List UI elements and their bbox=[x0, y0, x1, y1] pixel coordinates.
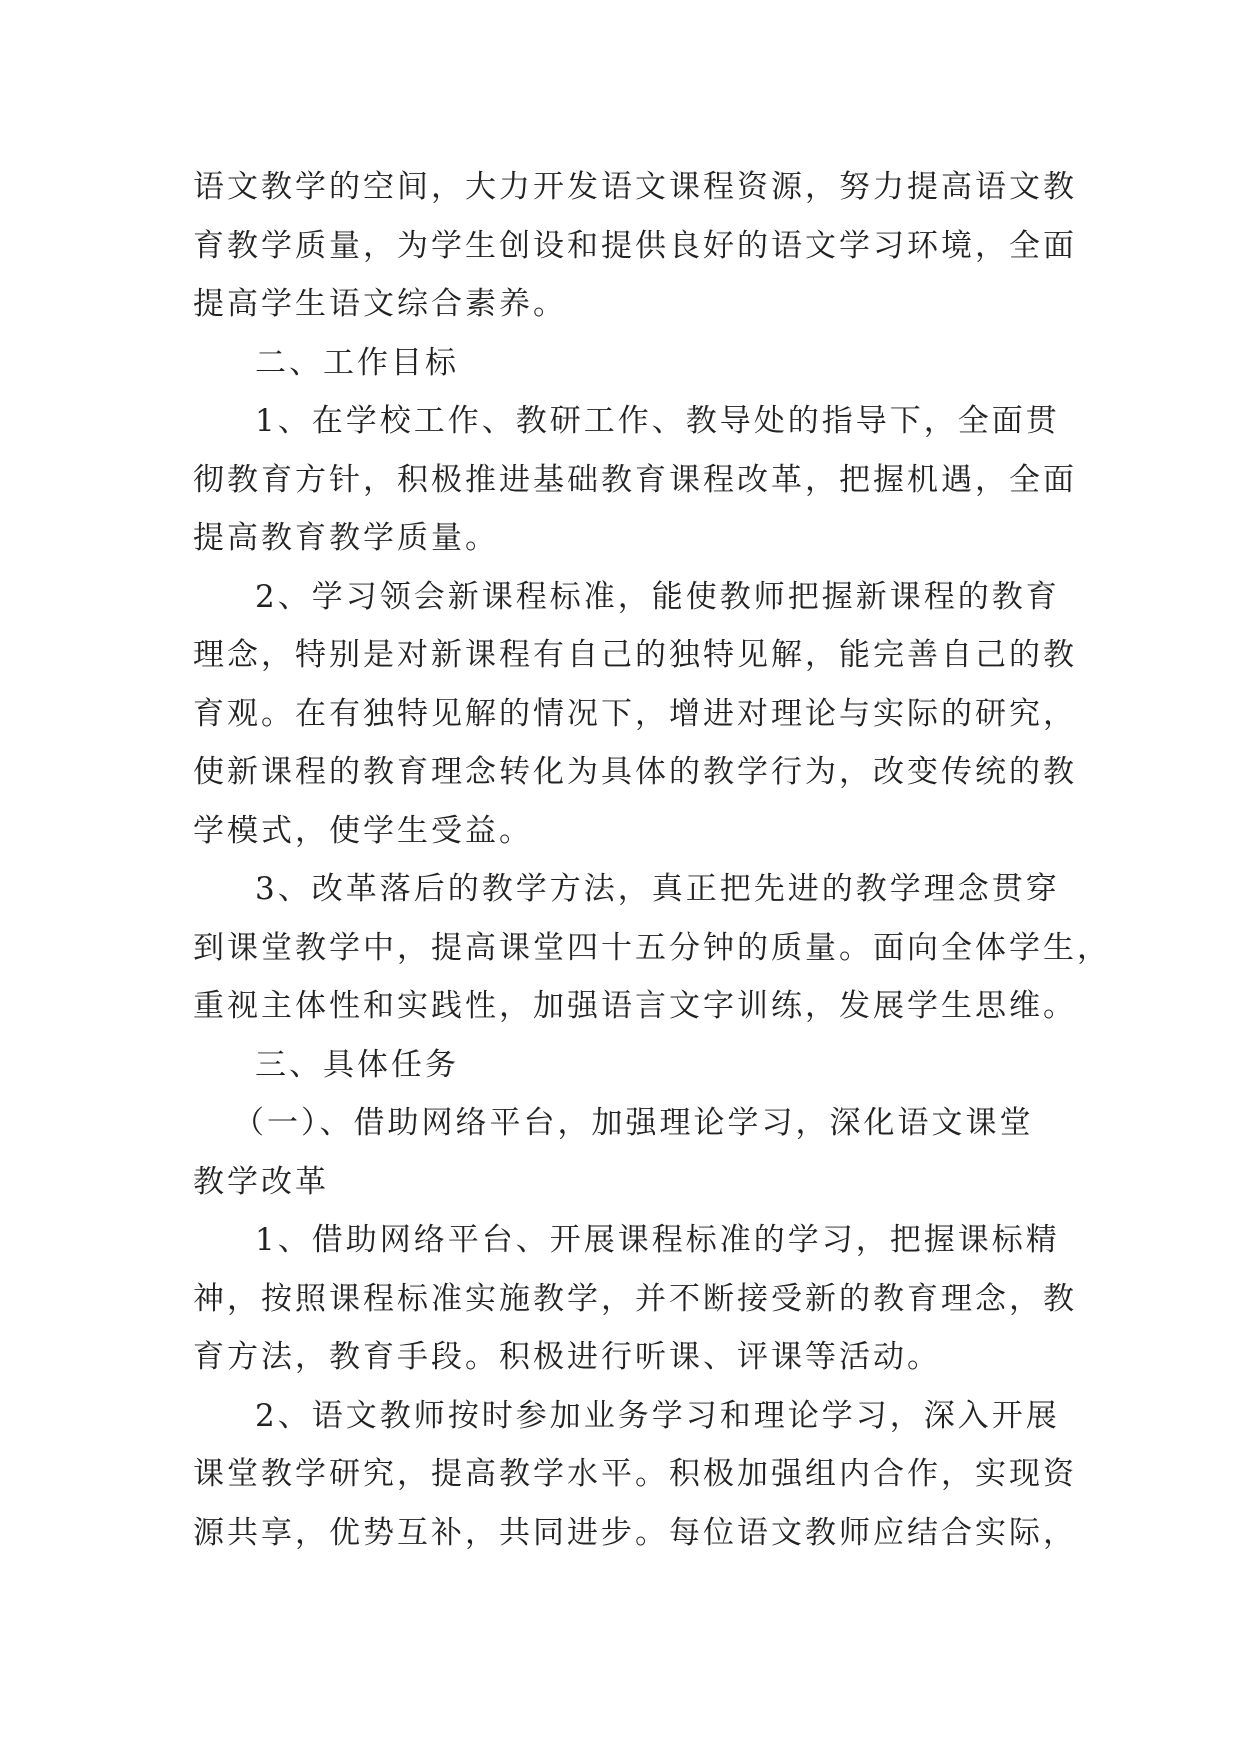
text-line: 提高学生语文综合素养。 bbox=[193, 286, 567, 322]
document-body bbox=[193, 158, 1111, 1562]
text-line: 教学改革 bbox=[193, 1163, 329, 1200]
section-heading: 三、具体任务 bbox=[255, 1046, 459, 1083]
text-line: 使新课程的教育理念转化为具体的教学行为，改变传统的教 bbox=[193, 754, 1077, 790]
subsection-heading: （一）、借助网络平台，加强理论学习，深化语文课堂 bbox=[233, 1105, 1034, 1141]
text-line: 彻教育方针，积极推进基础教育课程改革，把握机遇，全面 bbox=[193, 461, 1077, 498]
text-line: 育方法，教育手段。积极进行听课、评课等活动。 bbox=[193, 1339, 941, 1375]
text-line: 育教学质量，为学生创设和提供良好的语文学习环境，全面 bbox=[193, 227, 1077, 264]
text-line: 2、语文教师按时参加业务学习和理论学习，深入开展 bbox=[255, 1397, 1060, 1434]
text-line: 源共享，优势互补，共同进步。每位语文教师应结合实际， bbox=[193, 1514, 1077, 1551]
text-line: 1、在学校工作、教研工作、教导处的指导下，全面贯 bbox=[255, 403, 1060, 439]
text-line: 到课堂教学中，提高课堂四十五分钟的质量。面向全体学生， bbox=[193, 929, 1111, 966]
text-line: 提高教育教学质量。 bbox=[193, 520, 499, 556]
text-line: 3、改革落后的教学方法，真正把先进的教学理念贯穿 bbox=[255, 871, 1060, 907]
text-line: 育观。在有独特见解的情况下，增进对理论与实际的研究， bbox=[193, 695, 1077, 732]
text-line: 神，按照课程标准实施教学，并不断接受新的教育理念，教 bbox=[193, 1280, 1077, 1317]
text-line: 语文教学的空间，大力开发语文课程资源，努力提高语文教 bbox=[193, 169, 1077, 205]
text-line: 重视主体性和实践性，加强语言文字训练，发展学生思维。 bbox=[193, 988, 1077, 1024]
text-line: 理念，特别是对新课程有自己的独特见解，能完善自己的教 bbox=[193, 637, 1077, 673]
text-line: 学模式，使学生受益。 bbox=[193, 812, 533, 849]
section-heading: 二、工作目标 bbox=[255, 344, 459, 381]
text-line: 课堂教学研究，提高教学水平。积极加强组内合作，实现资 bbox=[193, 1456, 1077, 1492]
text-line: 1、借助网络平台、开展课程标准的学习，把握课标精 bbox=[255, 1222, 1060, 1258]
text-line: 2、学习领会新课程标准，能使教师把握新课程的教育 bbox=[255, 578, 1060, 615]
